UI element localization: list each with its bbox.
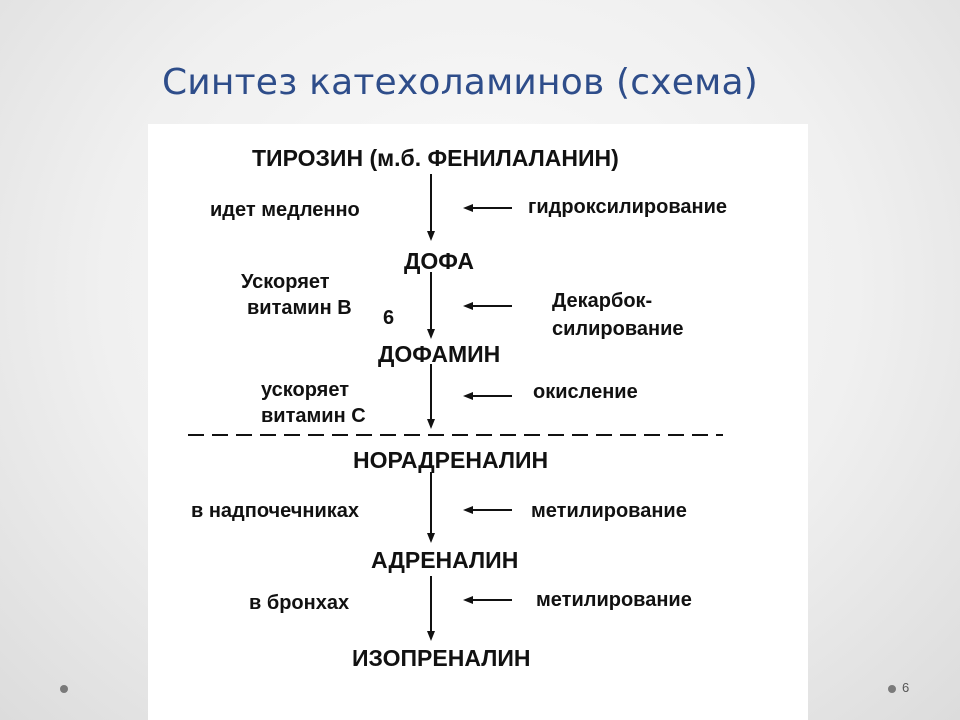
reaction-decarboxylation-line2: силирование bbox=[552, 318, 684, 340]
note-c-line1: ускоряет bbox=[261, 379, 349, 401]
reaction-decarboxylation-line1: Декарбок- bbox=[552, 290, 653, 312]
note-slow: идет медленно bbox=[210, 199, 360, 221]
reaction-oxidation: окисление bbox=[533, 381, 638, 403]
page-number: 6 bbox=[902, 680, 910, 695]
node-dopa: ДОФА bbox=[404, 248, 474, 274]
right-bullet-dot bbox=[888, 685, 896, 693]
note-b6-line1: Ускоряет bbox=[241, 271, 330, 293]
node-adrenaline: АДРЕНАЛИН bbox=[371, 547, 519, 573]
node-dopamine: ДОФАМИН bbox=[378, 341, 501, 367]
note-c-line2: витамин С bbox=[261, 405, 366, 427]
note-b6-subscript: 6 bbox=[383, 307, 395, 329]
note-adrenal: в надпочечниках bbox=[191, 500, 360, 522]
node-noradrenaline: НОРАДРЕНАЛИН bbox=[353, 447, 549, 473]
reaction-hydroxylation: гидроксилирование bbox=[528, 196, 728, 218]
node-tyrosine: ТИРОЗИН (м.б. ФЕНИЛАЛАНИН) bbox=[252, 145, 619, 171]
reaction-methylation-2: метилирование bbox=[536, 589, 692, 611]
node-isoprenaline: ИЗОПРЕНАЛИН bbox=[352, 645, 531, 671]
synthesis-diagram bbox=[148, 124, 808, 720]
note-b6-line2: витамин В bbox=[247, 297, 352, 319]
left-bullet-dot bbox=[60, 685, 68, 693]
note-bronchi: в бронхах bbox=[249, 592, 350, 614]
reaction-methylation-1: метилирование bbox=[531, 500, 687, 522]
slide-title: Синтез катехоламинов (схема) bbox=[161, 62, 759, 103]
